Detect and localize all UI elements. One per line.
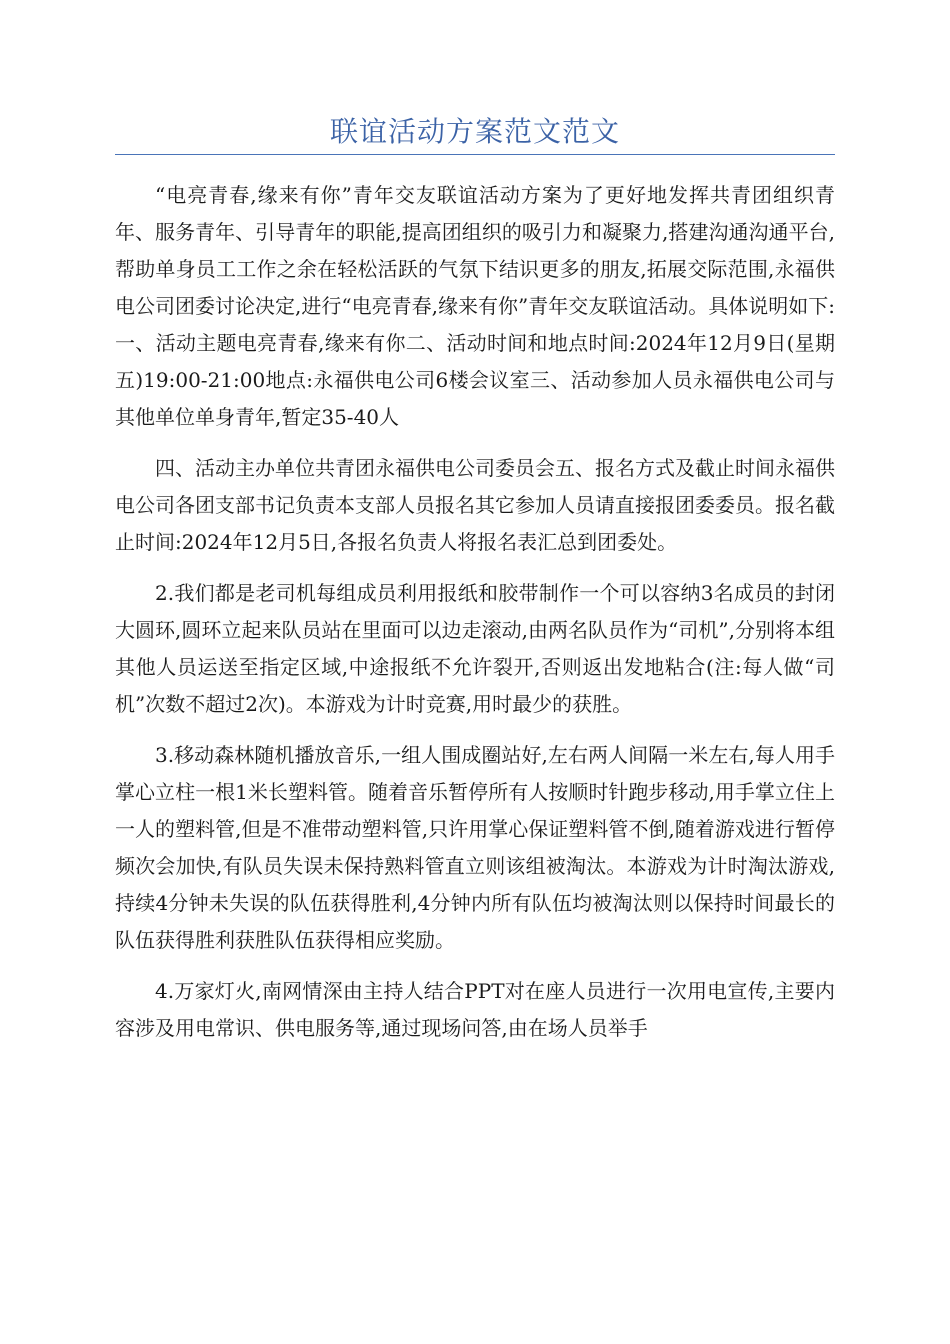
document-title: 联谊活动方案范文范文 xyxy=(329,115,620,148)
paragraph-2: 四、活动主办单位共青团永福供电公司委员会五、报名方式及截止时间永福供电公司各团支部书记负责本支部人员报名其它参加人员请直接报团委委员。报名截止时间:2024年12月5日,各报名负责人将报名表汇总到团委处。 xyxy=(115,456,835,554)
paragraph-1: “电亮青春,缘来有你”青年交友联谊活动方案为了更好地发挥共青团组织青年、服务青年、引导青年的职能,提高团组织的吸引力和凝聚力,搭建沟通沟通平台,帮助单身员工工作之余在轻松活跃的气氛下结识更多的朋友,拓展交际范围,永福供电公司团委讨论决定,进行“电亮青春,缘来有你”青年交友联谊活动。具体说明如下:一、活动主题电亮青春,缘来有你二、活动时间和地点时间:2024年12月9日(星期五)19:00-21:00地点:永福供电公司6楼会议室三、活动参加人员永福供电公司与其他单位单身青年,暂定35-40人 xyxy=(115,183,835,429)
document-page xyxy=(115,0,835,1061)
paragraph-5: 4.万家灯火,南网情深由主持人结合PPT对在座人员进行一次用电宣传,主要内容涉及用电常识、供电服务等,通过现场问答,由在场人员举手 xyxy=(115,979,835,1040)
document-body xyxy=(115,177,835,1047)
paragraph-3: 2.我们都是老司机每组成员利用报纸和胶带制作一个可以容纳3名成员的封闭大圆环,圆环立起来队员站在里面可以边走滚动,由两名队员作为“司机”,分别将本组其他人员运送至指定区域,中途报纸不允许裂开,否则返出发地粘合(注:每人做“司机”次数不超过2次)。本游戏为计时竞赛,用时最少的获胜。 xyxy=(115,581,835,716)
paragraph-4: 3.移动森林随机播放音乐,一组人围成圈站好,左右两人间隔一米左右,每人用手掌心立柱一根1米长塑料管。随着音乐暂停所有人按顺时针跑步移动,用手掌立住上一人的塑料管,但是不准带动塑料管,只许用掌心保证塑料管不倒,随着游戏进行暂停频次会加快,有队员失误未保持熟料管直立则该组被淘汰。本游戏为计时淘汰游戏,持续4分钟未失误的队伍获得胜利,4分钟内所有队伍均被淘汰则以保持时间最长的队伍获得胜利获胜队伍获得相应奖励。 xyxy=(115,743,835,952)
title-underline xyxy=(115,154,835,155)
